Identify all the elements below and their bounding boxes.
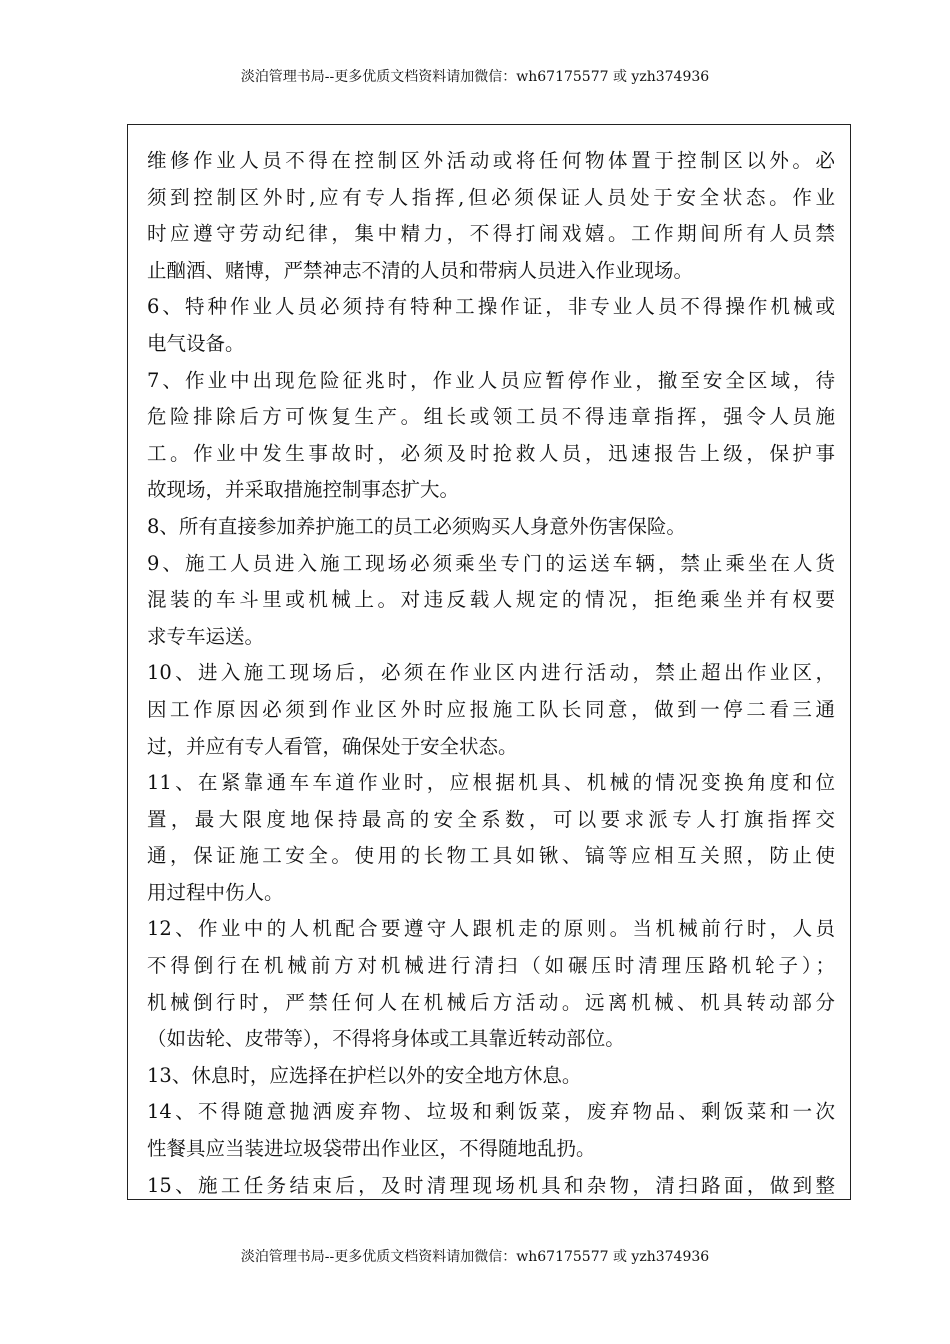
text-line: 11、在紧靠通车车道作业时，应根据机具、机械的情况变换角度和位 [147,771,835,795]
text-line: 8、所有直接参加养护施工的员工必须购买人身意外伤害保险。 [147,514,686,538]
text-line: 时应遵守劳动纪律，集中精力，不得打闹戏嬉。工作期间所有人员禁 [147,222,835,246]
text-line: 过，并应有专人看管，确保处于安全状态。 [147,734,518,758]
text-line: 12、作业中的人机配合要遵守人跟机走的原则。当机械前行时，人员 [147,917,835,941]
page-footer: 淡泊管理书局--更多优质文档资料请加微信：wh67175577 或 yzh374936 [240,1249,710,1265]
text-line: 须到控制区外时,应有专人指挥,但必须保证人员处于安全状态。作业 [147,185,835,209]
text-line: 7、作业中出现危险征兆时，作业人员应暂停作业，撤至安全区域，待 [147,368,835,392]
text-line: 不得倒行在机械前方对机械进行清扫（如碾压时清理压路机轮子）； [147,954,835,978]
text-line: 电气设备。 [147,331,245,355]
text-line: 通，保证施工安全。使用的长物工具如锹、镐等应相互关照，防止使 [147,844,835,868]
page-header: 淡泊管理书局--更多优质文档资料请加微信：wh67175577 或 yzh374936 [240,69,710,85]
text-line: （如齿轮、皮带等），不得将身体或工具靠近转动部位。 [147,1027,625,1051]
text-line: 9、施工人员进入施工现场必须乘坐专门的运送车辆，禁止乘坐在人货 [147,551,835,575]
text-line: 机械倒行时，严禁任何人在机械后方活动。远离机械、机具转动部分 [147,990,835,1014]
text-line: 性餐具应当装进垃圾袋带出作业区，不得随地乱扔。 [147,1137,596,1161]
text-line: 求专车运送。 [147,624,265,648]
text-line: 故现场，并采取措施控制事态扩大。 [147,478,460,502]
text-line: 6、特种作业人员必须持有特种工操作证，非专业人员不得操作机械或 [147,295,835,319]
text-line: 止酗酒、赌博，严禁神志不清的人员和带病人员进入作业现场。 [147,258,694,282]
text-line: 15、施工任务结束后，及时清理现场机具和杂物，清扫路面，做到整 [147,1173,835,1197]
text-line: 混装的车斗里或机械上。对违反载人规定的情况，拒绝乘坐并有权要 [147,588,835,612]
text-line: 用过程中伤人。 [147,880,284,904]
text-line: 因工作原因必须到作业区外时应报施工队长同意，做到一停二看三通 [147,697,835,721]
text-line: 危险排除后方可恢复生产。组长或领工员不得违章指挥，强令人员施 [147,405,835,429]
text-line: 维修作业人员不得在控制区外活动或将任何物体置于控制区以外。必 [147,149,835,172]
text-line: 14、不得随意抛洒废弃物、垃圾和剩饭菜，废弃物品、剩饭菜和一次 [147,1100,835,1124]
document-body [147,143,835,1200]
document-frame [127,124,851,1200]
text-line: 置，最大限度地保持最高的安全系数，可以要求派专人打旗指挥交 [147,807,835,831]
text-line: 工。作业中发生事故时，必须及时抢救人员，迅速报告上级，保护事 [147,441,835,465]
text-line: 13、休息时，应选择在护栏以外的安全地方休息。 [147,1063,582,1087]
text-line: 10、进入施工现场后，必须在作业区内进行活动，禁止超出作业区， [147,661,835,685]
